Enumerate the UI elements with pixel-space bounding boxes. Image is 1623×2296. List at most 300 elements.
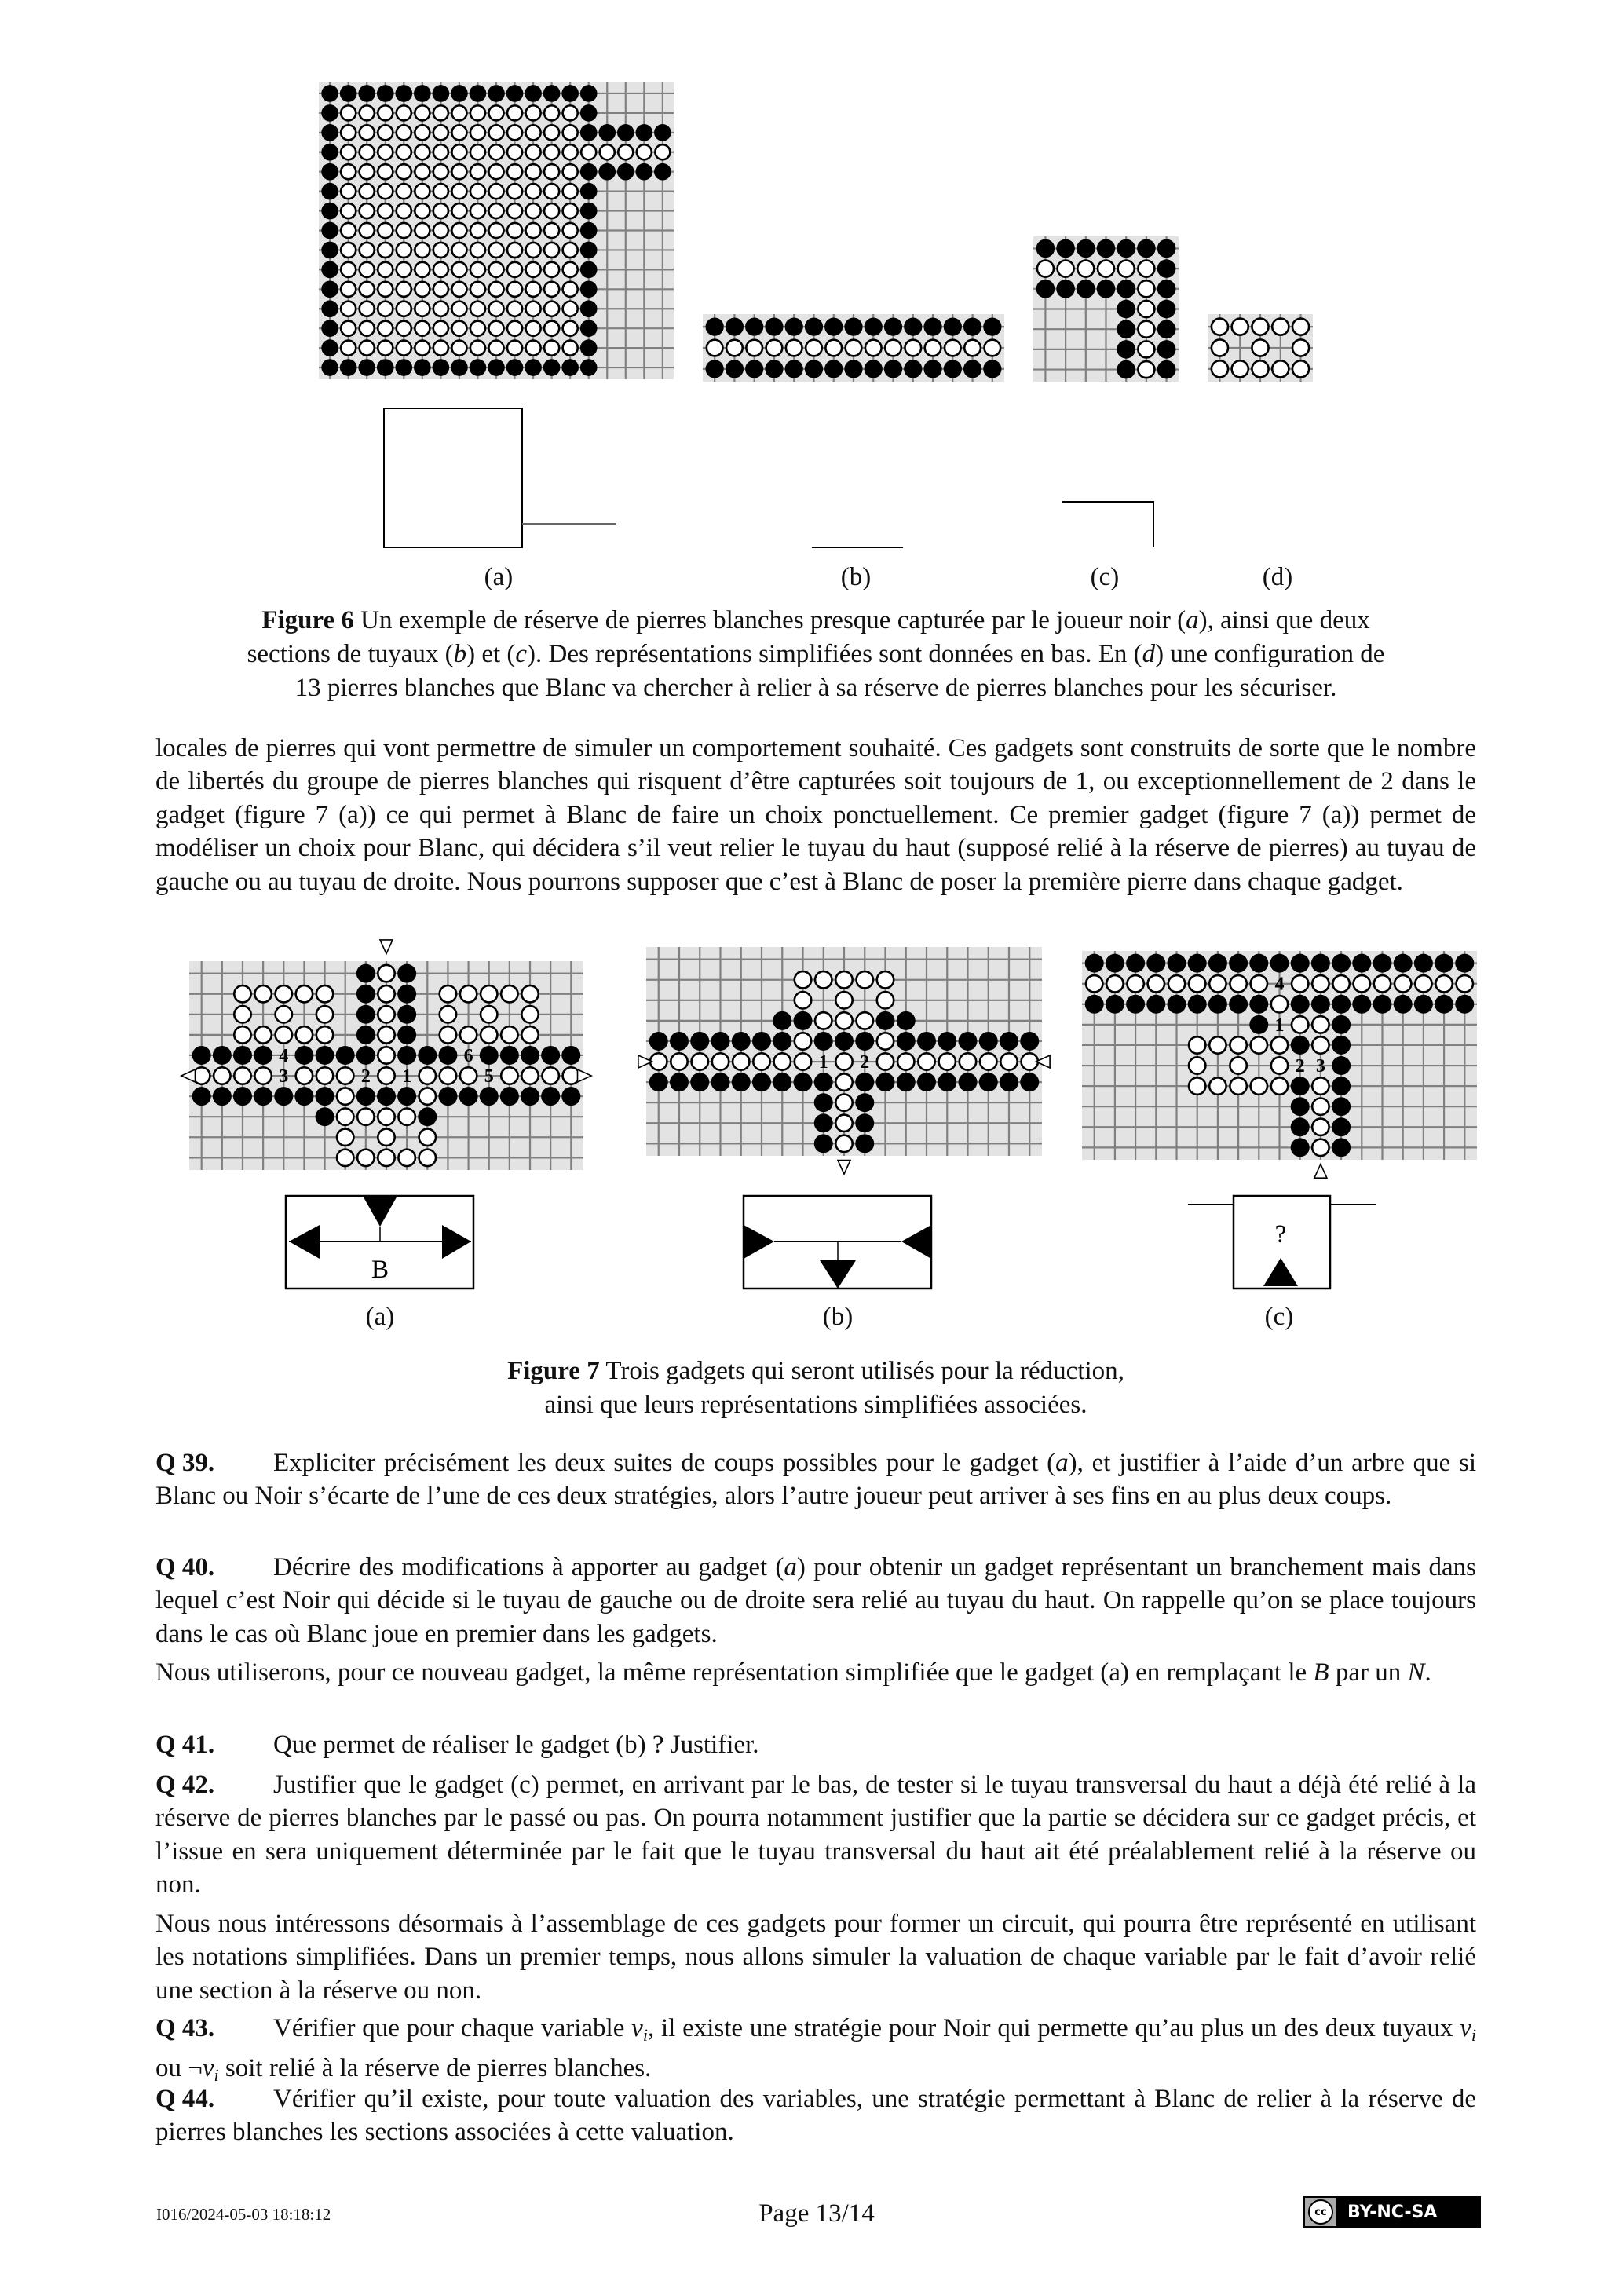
black-stone	[488, 85, 505, 102]
white-stone	[341, 223, 356, 238]
white-stone	[341, 282, 356, 297]
white-stone	[433, 164, 448, 179]
question-label: Q 39.	[155, 1449, 215, 1477]
black-stone	[321, 280, 338, 298]
black-stone	[923, 318, 941, 336]
black-stone	[356, 1046, 375, 1065]
black-stone	[397, 1087, 416, 1106]
white-stone	[433, 262, 448, 277]
white-stone	[360, 184, 375, 199]
black-stone	[433, 359, 450, 376]
black-stone	[470, 359, 487, 376]
black-stone	[580, 124, 598, 141]
page-number: Page 13/14	[758, 2199, 875, 2228]
question-text	[155, 2014, 1476, 2086]
black-stone	[1414, 995, 1433, 1014]
black-stone	[1291, 1036, 1310, 1055]
text-run: ) pour obtenir un gadget représentant un branchement mais dans lequel c’est Noir qui décide si le tuyau de gauche ou de droite sera relié au tuyau du haut. On rappelle qu’on se place toujours dans le cas où Blanc joue en premier dans les gadgets.	[155, 1553, 1476, 1648]
black-stone	[321, 300, 338, 317]
move-number: 1	[402, 1066, 412, 1088]
black-stone	[773, 1011, 791, 1030]
black-stone	[1332, 1138, 1351, 1157]
white-stone	[419, 1150, 436, 1166]
white-stone	[726, 340, 743, 356]
white-stone	[397, 164, 411, 179]
black-stone	[500, 1087, 519, 1106]
white-stone	[378, 302, 393, 316]
black-stone	[1229, 995, 1248, 1014]
white-stone	[470, 105, 485, 120]
arrow-left-icon	[901, 1225, 931, 1259]
white-stone	[488, 302, 503, 316]
white-stone	[1292, 975, 1308, 992]
white-stone	[865, 340, 882, 356]
black-stone	[785, 318, 803, 336]
white-stone	[378, 184, 393, 199]
fig6-board-b	[703, 314, 1004, 382]
black-stone	[397, 985, 416, 1004]
black-stone	[438, 1046, 457, 1065]
black-stone	[706, 360, 724, 378]
white-stone	[1118, 261, 1135, 277]
black-stone	[876, 1073, 895, 1091]
black-stone	[726, 318, 744, 336]
white-stone	[451, 203, 466, 218]
black-stone	[451, 85, 468, 102]
white-stone	[1271, 1057, 1288, 1073]
white-stone	[415, 184, 430, 199]
text-run: Vérifier qu’il existe, pour toute valuation des variables, une stratégie permettant à Blanc de relier à la réserve de pierres blanches les sections associées à cette valuation.	[155, 2085, 1476, 2147]
white-stone	[885, 340, 901, 356]
black-stone	[814, 1093, 833, 1112]
black-stone	[438, 1087, 457, 1106]
white-stone	[964, 340, 981, 356]
black-stone	[459, 1087, 478, 1106]
white-stone	[1086, 975, 1102, 992]
white-stone	[857, 1012, 873, 1029]
white-stone	[526, 125, 541, 140]
white-stone	[563, 302, 578, 316]
black-stone	[1208, 954, 1227, 973]
black-stone	[414, 359, 431, 376]
white-stone	[1312, 1139, 1329, 1156]
triangle-left-icon	[181, 1069, 196, 1082]
black-stone	[1291, 1097, 1310, 1116]
white-stone	[234, 1067, 250, 1084]
black-stone	[233, 1087, 252, 1106]
white-stone	[470, 321, 485, 336]
white-stone	[1148, 975, 1164, 992]
white-stone	[378, 1150, 394, 1166]
text-run: ), et justifier à l’aide d’un arbre que si Blanc ou Noir s’écarte de l’une de ces deux stratégies, alors l’autre joueur peut arriver à ses fins en au plus deux coups.	[155, 1449, 1476, 1511]
white-stone	[378, 125, 393, 140]
black-stone	[521, 1087, 539, 1106]
black-stone	[794, 1011, 813, 1030]
fig7-simplified-b	[744, 1196, 931, 1289]
white-stone	[357, 1150, 374, 1166]
white-stone	[544, 164, 559, 179]
white-stone	[341, 144, 356, 159]
white-stone	[1312, 1077, 1329, 1094]
question-43	[155, 2012, 1476, 2093]
white-stone	[815, 1012, 832, 1029]
white-stone	[960, 1053, 976, 1069]
white-stone	[877, 971, 894, 988]
white-stone	[341, 105, 356, 120]
black-stone	[340, 85, 357, 102]
text-run: Décrire des modifications à apporter au gadget (	[273, 1553, 784, 1581]
white-stone	[470, 262, 485, 277]
black-stone	[1291, 995, 1310, 1014]
white-stone	[433, 184, 448, 199]
black-stone	[938, 1073, 956, 1091]
black-stone	[1157, 320, 1176, 338]
move-number: 4	[1274, 974, 1285, 995]
text-run: .	[1424, 1658, 1431, 1687]
black-stone	[561, 1046, 580, 1065]
black-stone	[316, 1087, 334, 1106]
white-stone	[835, 1073, 852, 1090]
white-stone	[1232, 319, 1248, 335]
white-stone	[276, 1006, 292, 1022]
white-stone	[618, 144, 633, 159]
black-stone	[356, 964, 375, 983]
black-stone	[670, 1073, 689, 1091]
white-stone	[378, 1129, 394, 1146]
fig6-board-d	[1208, 314, 1313, 382]
black-stone	[897, 1073, 916, 1091]
black-stone	[580, 85, 598, 102]
white-stone	[470, 203, 485, 218]
white-stone	[1457, 975, 1473, 992]
black-stone	[580, 222, 598, 239]
black-stone	[1036, 280, 1055, 298]
white-stone	[440, 1067, 456, 1084]
black-stone	[1414, 954, 1433, 973]
white-stone	[980, 1053, 996, 1069]
white-stone	[1271, 1036, 1288, 1053]
arrow-right-icon	[442, 1225, 471, 1259]
white-stone	[1189, 1057, 1205, 1073]
white-stone	[1312, 975, 1329, 992]
black-stone	[1332, 1077, 1351, 1095]
black-stone	[876, 1011, 895, 1030]
math-text: v	[1460, 2014, 1471, 2042]
white-stone	[1252, 319, 1268, 335]
white-stone	[451, 321, 466, 336]
text-run: Un exemple de réserve de pierres blanches presque capturée par le joueur noir (	[353, 606, 1186, 634]
white-stone	[835, 1095, 852, 1111]
white-stone	[254, 985, 271, 1002]
unknown-symbol: ?	[1274, 1220, 1287, 1249]
white-stone	[451, 105, 466, 120]
fig6-label-b: (b)	[840, 563, 872, 591]
white-stone	[835, 1135, 852, 1152]
white-stone	[1415, 975, 1431, 992]
white-stone	[378, 223, 393, 238]
white-stone	[526, 105, 541, 120]
white-stone	[835, 1115, 852, 1132]
white-stone	[905, 340, 921, 356]
white-stone	[806, 340, 822, 356]
black-stone	[824, 318, 843, 336]
black-stone	[617, 163, 634, 181]
white-stone	[433, 243, 448, 258]
math-text: d	[1142, 640, 1156, 668]
black-stone	[321, 359, 338, 376]
white-stone	[397, 321, 411, 336]
paragraph-new-gadget	[155, 1656, 1476, 1689]
black-stone	[1168, 954, 1186, 973]
text-run: ) une configuration de	[1155, 640, 1385, 668]
white-stone	[1127, 975, 1143, 992]
white-stone	[835, 1012, 852, 1029]
black-stone	[617, 124, 634, 141]
white-stone	[398, 1150, 415, 1166]
white-stone	[563, 164, 578, 179]
black-stone	[1117, 280, 1135, 298]
question-39	[155, 1446, 1476, 1513]
white-stone	[526, 262, 541, 277]
triangle-right-icon	[578, 1069, 592, 1082]
black-stone	[1435, 954, 1453, 973]
text-run: Expliciter précisément les deux suites de coups possibles pour le gadget (	[273, 1449, 1056, 1477]
move-number: 3	[1315, 1056, 1325, 1077]
white-stone	[360, 321, 375, 336]
black-stone	[358, 85, 375, 102]
white-stone	[470, 282, 485, 297]
black-stone	[1117, 300, 1135, 319]
black-stone	[963, 318, 981, 336]
white-stone	[234, 1026, 250, 1043]
white-stone	[1037, 261, 1054, 277]
white-stone	[337, 1067, 353, 1084]
black-stone	[690, 1073, 709, 1091]
white-stone	[316, 1026, 333, 1043]
text-run: Nous nous intéressons désormais à l’assemblage de ces gadgets pour former un circuit, qui pourra être représenté en utilisant les notations simplifiées. Dans un premier temps, nous allons simuler la valuation de chaque variable par le fait d’avoir relié une section à la réserve ou non.	[155, 1910, 1476, 2005]
white-stone	[397, 262, 411, 277]
white-stone	[470, 223, 485, 238]
black-stone	[844, 318, 862, 336]
white-stone	[692, 1053, 708, 1069]
white-stone	[360, 223, 375, 238]
cc-logo	[1305, 2198, 1336, 2226]
question-text	[273, 1731, 759, 1759]
black-stone	[1249, 1015, 1268, 1034]
black-stone	[917, 1032, 936, 1051]
white-stone	[521, 1006, 538, 1022]
white-stone	[360, 144, 375, 159]
white-stone	[470, 341, 485, 356]
white-stone	[945, 340, 961, 356]
black-stone	[1311, 995, 1330, 1014]
black-stone	[377, 85, 394, 102]
black-stone	[580, 203, 598, 220]
black-stone	[785, 360, 803, 378]
white-stone	[470, 164, 485, 179]
black-stone	[1056, 239, 1075, 258]
black-stone	[397, 1026, 416, 1044]
black-stone	[904, 318, 922, 336]
black-stone	[711, 1073, 730, 1091]
white-stone	[526, 282, 541, 297]
white-stone	[1435, 975, 1452, 992]
black-stone	[865, 360, 883, 378]
white-stone	[1271, 1077, 1288, 1094]
white-stone	[563, 341, 578, 356]
white-stone	[415, 125, 430, 140]
white-stone	[378, 203, 393, 218]
text-run: Trois gadgets qui seront utilisés pour la réduction,	[599, 1357, 1124, 1385]
black-stone	[1146, 995, 1165, 1014]
black-stone	[395, 359, 412, 376]
black-stone	[654, 163, 671, 181]
black-stone	[294, 1087, 313, 1106]
black-stone	[814, 1113, 833, 1132]
white-stone	[563, 203, 578, 218]
black-stone	[884, 318, 902, 336]
white-stone	[341, 125, 356, 140]
white-stone	[433, 203, 448, 218]
fig7-simplified-c	[1188, 1196, 1376, 1289]
black-stone	[944, 360, 962, 378]
white-stone	[521, 985, 538, 1002]
black-stone	[1188, 954, 1207, 973]
black-stone	[580, 300, 598, 317]
math-text: c	[515, 640, 528, 668]
white-stone	[521, 1067, 538, 1084]
white-stone	[470, 144, 485, 159]
white-stone	[1212, 360, 1228, 377]
white-stone	[488, 105, 503, 120]
white-stone	[786, 340, 802, 356]
white-stone	[470, 184, 485, 199]
math-text: a	[1186, 606, 1199, 634]
black-stone	[321, 339, 338, 356]
white-stone	[501, 1067, 517, 1084]
white-stone	[563, 144, 578, 159]
white-stone	[415, 144, 430, 159]
black-stone	[418, 1107, 437, 1126]
black-stone	[580, 261, 598, 279]
black-stone	[745, 360, 763, 378]
black-stone	[865, 318, 883, 336]
white-stone	[451, 144, 466, 159]
black-stone	[983, 360, 1001, 378]
white-stone	[1374, 975, 1391, 992]
text-run: ainsi que leurs représentations simplifiées associées.	[544, 1391, 1087, 1419]
black-stone	[1000, 1032, 1018, 1051]
black-stone	[711, 1032, 730, 1051]
white-stone	[398, 1109, 415, 1125]
white-stone	[526, 302, 541, 316]
black-stone	[356, 985, 375, 1004]
black-stone	[1332, 1015, 1351, 1034]
black-stone	[321, 85, 338, 102]
black-stone	[1157, 239, 1176, 258]
white-stone	[433, 144, 448, 159]
white-stone	[341, 262, 356, 277]
white-stone	[507, 302, 522, 316]
white-stone	[378, 1067, 394, 1084]
white-stone	[563, 262, 578, 277]
white-stone	[488, 282, 503, 297]
white-stone	[1212, 319, 1228, 335]
white-stone	[501, 985, 517, 1002]
move-number: 2	[1295, 1056, 1305, 1077]
black-stone	[884, 360, 902, 378]
white-stone	[397, 282, 411, 297]
black-stone	[649, 1073, 668, 1091]
white-stone	[746, 340, 762, 356]
black-stone	[1157, 360, 1176, 379]
white-stone	[397, 223, 411, 238]
white-stone	[341, 203, 356, 218]
white-stone	[1189, 975, 1205, 992]
black-stone	[192, 1087, 211, 1106]
question-label: Q 43.	[155, 2014, 215, 2042]
arrow-right-icon	[744, 1225, 774, 1259]
white-stone	[707, 340, 723, 356]
black-stone	[983, 318, 1001, 336]
white-stone	[397, 203, 411, 218]
black-stone	[1126, 995, 1145, 1014]
white-stone	[563, 184, 578, 199]
white-stone	[544, 184, 559, 199]
black-stone	[670, 1032, 689, 1051]
white-stone	[415, 223, 430, 238]
white-stone	[507, 321, 522, 336]
black-stone	[254, 1087, 272, 1106]
black-stone	[765, 360, 783, 378]
white-stone	[316, 1006, 333, 1022]
white-stone	[460, 1026, 477, 1043]
white-stone	[795, 971, 811, 988]
white-stone	[451, 282, 466, 297]
white-stone	[360, 243, 375, 258]
text-run: 13 pierres blanches que Blanc va chercher à relier à sa réserve de pierres blanches pour les sécuriser.	[294, 674, 1337, 702]
black-stone	[470, 85, 487, 102]
black-stone	[451, 359, 468, 376]
math-text: a	[784, 1553, 797, 1581]
black-stone	[1106, 954, 1124, 973]
white-stone	[488, 341, 503, 356]
white-stone	[733, 1053, 749, 1069]
black-stone	[649, 1032, 668, 1051]
figure-label: Figure 6	[261, 606, 354, 634]
black-stone	[1435, 995, 1453, 1014]
math-text: a	[1055, 1449, 1069, 1477]
black-stone	[732, 1073, 751, 1091]
cc-icon: cc	[1308, 2199, 1333, 2225]
white-stone	[378, 164, 393, 179]
white-stone	[337, 1088, 353, 1104]
black-stone	[294, 1046, 313, 1065]
white-stone	[815, 971, 832, 988]
black-stone	[1352, 995, 1371, 1014]
black-stone	[1188, 995, 1207, 1014]
white-stone	[415, 243, 430, 258]
black-stone	[745, 318, 763, 336]
white-stone	[544, 203, 559, 218]
black-stone	[855, 1032, 874, 1051]
black-stone	[213, 1087, 232, 1106]
white-stone	[1138, 341, 1154, 357]
white-stone	[1312, 1036, 1329, 1053]
white-stone	[488, 243, 503, 258]
text-run: par un	[1329, 1658, 1408, 1687]
black-stone	[1311, 954, 1330, 973]
